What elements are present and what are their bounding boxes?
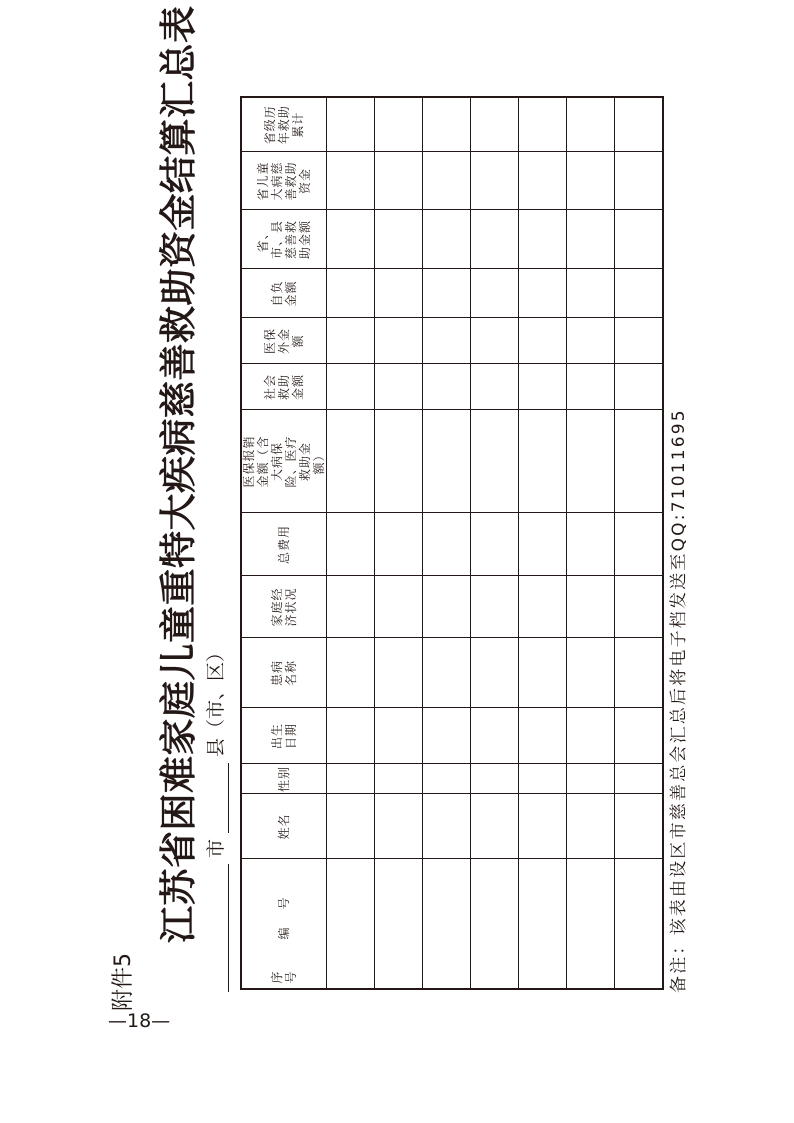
table-cell[interactable] bbox=[615, 210, 664, 269]
table-row bbox=[567, 97, 615, 989]
table-cell[interactable] bbox=[567, 859, 615, 989]
table-cell[interactable] bbox=[327, 576, 375, 638]
county-blank bbox=[202, 763, 229, 833]
table-cell[interactable] bbox=[375, 708, 423, 764]
table-cell[interactable] bbox=[519, 318, 567, 364]
table-cell[interactable] bbox=[615, 410, 664, 513]
table-cell[interactable] bbox=[327, 638, 375, 708]
table-cell[interactable] bbox=[567, 576, 615, 638]
table-cell[interactable] bbox=[567, 210, 615, 269]
page-title: 江苏省困难家庭儿童重特大疾病慈善救助资金结算汇总表 bbox=[156, 5, 200, 943]
table-cell[interactable] bbox=[375, 513, 423, 576]
table-cell[interactable] bbox=[423, 764, 471, 794]
table-cell[interactable] bbox=[471, 210, 519, 269]
header-gender: 性别 bbox=[241, 764, 327, 794]
table-cell[interactable] bbox=[615, 638, 664, 708]
table-cell[interactable] bbox=[615, 764, 664, 794]
header-family-economy: 家庭经济状况 bbox=[241, 576, 327, 638]
table-cell[interactable] bbox=[471, 318, 519, 364]
table-cell[interactable] bbox=[471, 794, 519, 859]
table-cell[interactable] bbox=[615, 97, 664, 152]
table-cell[interactable] bbox=[327, 269, 375, 318]
table-cell[interactable] bbox=[519, 638, 567, 708]
table-cell[interactable] bbox=[375, 410, 423, 513]
header-insurance-reimbursement: 医保报销金额（含大病保险、医疗救助金额） bbox=[241, 410, 327, 513]
page-number: —18— bbox=[108, 1010, 171, 1032]
table-cell[interactable] bbox=[423, 794, 471, 859]
table-cell[interactable] bbox=[375, 576, 423, 638]
table-cell[interactable] bbox=[423, 318, 471, 364]
header-provincial-child-fund: 省儿童大病慈善救助资金 bbox=[241, 152, 327, 210]
table-cell[interactable] bbox=[519, 269, 567, 318]
table-cell[interactable] bbox=[327, 364, 375, 410]
table-cell[interactable] bbox=[471, 576, 519, 638]
table-cell[interactable] bbox=[423, 638, 471, 708]
table-cell[interactable] bbox=[375, 97, 423, 152]
table-row bbox=[375, 97, 423, 989]
table-row bbox=[519, 97, 567, 989]
table-cell[interactable] bbox=[375, 318, 423, 364]
table-cell[interactable] bbox=[375, 210, 423, 269]
table-cell[interactable] bbox=[327, 97, 375, 152]
table-cell[interactable] bbox=[471, 513, 519, 576]
table-row bbox=[327, 97, 375, 989]
table-cell[interactable] bbox=[423, 859, 471, 989]
table-cell[interactable] bbox=[471, 638, 519, 708]
header-provincial-cumulative: 省级历年救助累计 bbox=[241, 97, 327, 152]
header-disease-name: 患病名称 bbox=[241, 638, 327, 708]
table-cell[interactable] bbox=[567, 513, 615, 576]
table-cell[interactable] bbox=[567, 410, 615, 513]
header-row bbox=[241, 97, 327, 989]
table-cell[interactable] bbox=[519, 364, 567, 410]
table-cell[interactable] bbox=[567, 794, 615, 859]
table-cell[interactable] bbox=[471, 97, 519, 152]
table-cell[interactable] bbox=[519, 576, 567, 638]
table-cell[interactable] bbox=[519, 152, 567, 210]
table-cell[interactable] bbox=[471, 364, 519, 410]
table-cell[interactable] bbox=[519, 210, 567, 269]
table-cell[interactable] bbox=[567, 152, 615, 210]
header-seq-label: 序号 bbox=[270, 970, 298, 984]
table-cell[interactable] bbox=[615, 269, 664, 318]
county-label: 县（市、区） bbox=[205, 642, 227, 757]
city-blank bbox=[202, 864, 229, 992]
table-cell[interactable] bbox=[423, 410, 471, 513]
table-cell[interactable] bbox=[567, 708, 615, 764]
table-cell[interactable] bbox=[567, 764, 615, 794]
footnote: 备注：该表由设区市慈善总会汇总后将电子档发送至QQ:71011695 bbox=[669, 408, 689, 993]
table-cell[interactable] bbox=[519, 410, 567, 513]
table-cell[interactable] bbox=[327, 794, 375, 859]
table-cell[interactable] bbox=[519, 794, 567, 859]
table-cell[interactable] bbox=[567, 97, 615, 152]
table-cell[interactable] bbox=[327, 210, 375, 269]
table-cell[interactable] bbox=[615, 859, 664, 989]
header-number-label: 编号 bbox=[277, 879, 291, 940]
table-cell[interactable] bbox=[615, 513, 664, 576]
table-cell[interactable] bbox=[423, 152, 471, 210]
table-row bbox=[423, 97, 471, 989]
table-cell[interactable] bbox=[327, 859, 375, 989]
table-cell[interactable] bbox=[615, 364, 664, 410]
table-cell[interactable] bbox=[375, 152, 423, 210]
table-cell[interactable] bbox=[375, 638, 423, 708]
header-name: 姓名 bbox=[241, 794, 327, 859]
table-cell[interactable] bbox=[327, 708, 375, 764]
table-cell[interactable] bbox=[423, 576, 471, 638]
table-cell[interactable] bbox=[519, 97, 567, 152]
table-cell[interactable] bbox=[471, 764, 519, 794]
table-cell[interactable] bbox=[375, 269, 423, 318]
table-cell[interactable] bbox=[423, 210, 471, 269]
table-cell[interactable] bbox=[471, 152, 519, 210]
header-self-paid: 自负金额 bbox=[241, 269, 327, 318]
table-cell[interactable] bbox=[423, 97, 471, 152]
table-cell[interactable] bbox=[327, 152, 375, 210]
header-birth-date: 出生日期 bbox=[241, 708, 327, 764]
attachment-label: 附件5 bbox=[111, 953, 136, 1011]
table-cell[interactable] bbox=[567, 269, 615, 318]
table-cell[interactable] bbox=[615, 152, 664, 210]
table-cell[interactable] bbox=[327, 318, 375, 364]
header-outside-insurance: 医保外金额 bbox=[241, 318, 327, 364]
table-cell[interactable] bbox=[327, 513, 375, 576]
table-cell[interactable] bbox=[471, 410, 519, 513]
table-cell[interactable] bbox=[423, 269, 471, 318]
table-cell[interactable] bbox=[327, 410, 375, 513]
table-cell[interactable] bbox=[375, 859, 423, 989]
table-cell[interactable] bbox=[615, 318, 664, 364]
table-cell[interactable] bbox=[567, 318, 615, 364]
table-cell[interactable] bbox=[375, 764, 423, 794]
table-cell[interactable] bbox=[519, 708, 567, 764]
table-cell[interactable] bbox=[471, 859, 519, 989]
table-cell[interactable] bbox=[567, 364, 615, 410]
table-cell[interactable] bbox=[423, 364, 471, 410]
city-label: 市 bbox=[205, 838, 227, 858]
table-cell[interactable] bbox=[615, 794, 664, 859]
summary-table bbox=[240, 96, 664, 990]
header-social-aid: 社会救助金额 bbox=[241, 364, 327, 410]
header-local-charity-aid: 省、市、县慈善救助金额 bbox=[241, 210, 327, 269]
header-seq bbox=[241, 859, 327, 989]
table-cell[interactable] bbox=[519, 764, 567, 794]
table-cell[interactable] bbox=[423, 513, 471, 576]
table-cell[interactable] bbox=[471, 708, 519, 764]
table-cell[interactable] bbox=[567, 638, 615, 708]
header-total-cost: 总费用 bbox=[241, 513, 327, 576]
table-cell[interactable] bbox=[471, 269, 519, 318]
table-cell[interactable] bbox=[375, 794, 423, 859]
table-row bbox=[471, 97, 519, 989]
table-row bbox=[615, 97, 664, 989]
table-cell[interactable] bbox=[519, 513, 567, 576]
table-cell[interactable] bbox=[519, 859, 567, 989]
table-cell[interactable] bbox=[615, 708, 664, 764]
table-cell[interactable] bbox=[423, 708, 471, 764]
table-cell[interactable] bbox=[615, 576, 664, 638]
table-cell[interactable] bbox=[327, 764, 375, 794]
table-cell[interactable] bbox=[375, 364, 423, 410]
region-line bbox=[197, 637, 229, 992]
